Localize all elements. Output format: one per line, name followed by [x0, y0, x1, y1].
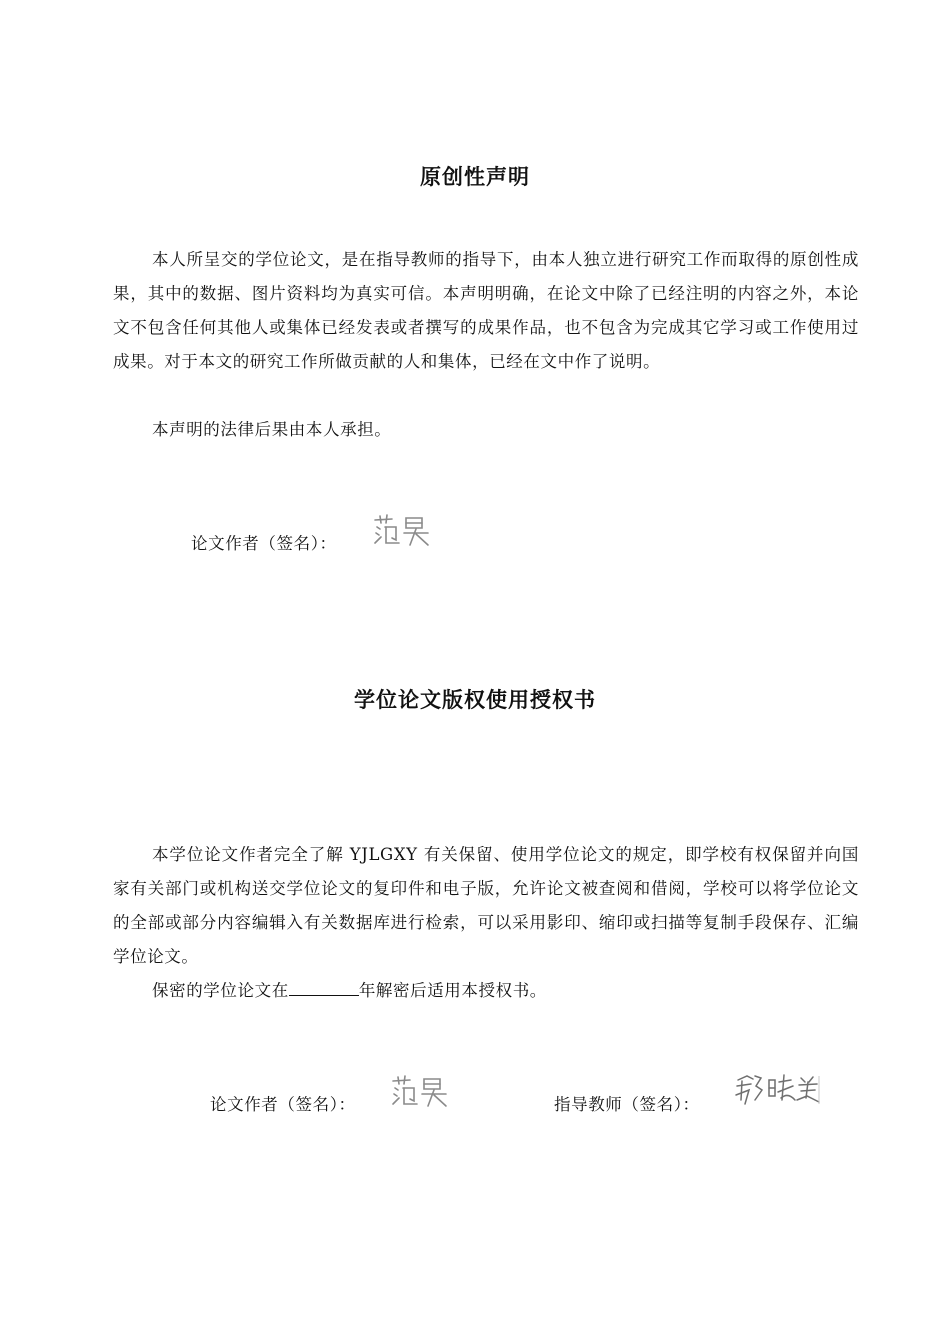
secrecy-year-blank [289, 981, 359, 996]
originality-paragraph: 本人所呈交的学位论文，是在指导教师的指导下，由本人独立进行研究工作而取得的原创性成果，其中的数据、图片资料均为真实可信。本声明明确，在论文中除了已经注明的内容之外，本论文不包含任何其他人或集体已经发表或者撰写的成果作品，也不包含为完成其它学习或工作使用过成果。对于本文的研究工作所做贡献的人和集体，已经在文中作了说明。 [113, 250, 859, 371]
originality-title: 原创性声明 [420, 165, 530, 189]
author-signature-image [372, 512, 434, 548]
author-signature-image-2 [390, 1073, 452, 1109]
originality-legal-paragraph: 本声明的法律后果由本人承担。 [152, 420, 392, 439]
secrecy-suffix: 年解密后适用本授权书。 [358, 981, 547, 1000]
authorization-title: 学位论文版权使用授权书 [354, 688, 596, 712]
author-signature-label: 论文作者（签名）： [191, 534, 337, 553]
secrecy-prefix: 保密的学位论文在 [152, 981, 289, 1000]
advisor-signature-label: 指导教师（签名）： [554, 1095, 700, 1114]
advisor-signature-image [733, 1070, 823, 1108]
secrecy-line [152, 977, 547, 1001]
author-signature-label-2: 论文作者（签名）： [210, 1095, 356, 1114]
authorization-paragraph: 本学位论文作者完全了解 YJLGXY 有关保留、使用学位论文的规定，即学校有权保留并向国家有关部门或机构送交学位论文的复印件和电子版，允许论文被查阅和借阅，学校可以将学位论文的全部或部分内容编辑入有关数据库进行检索，可以采用影印、缩印或扫描等复制手段保存、汇编学位论文。 [113, 845, 859, 966]
